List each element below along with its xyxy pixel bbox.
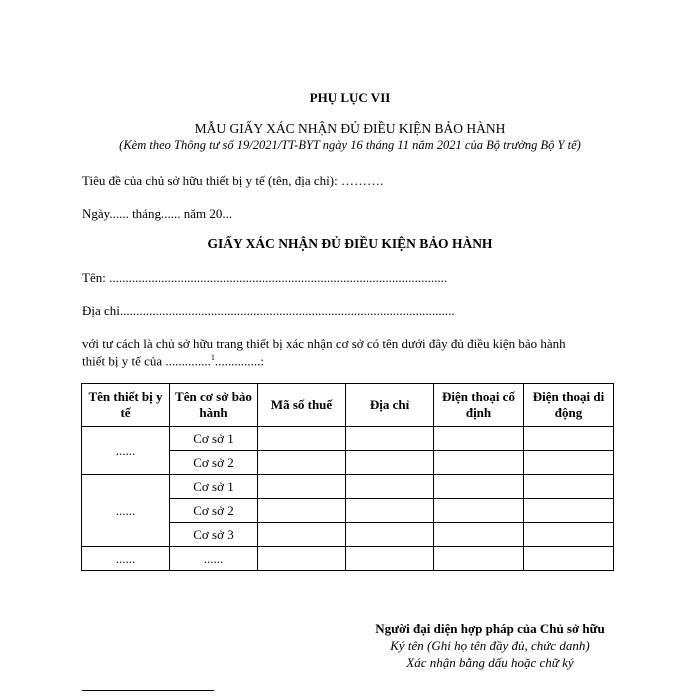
device-cell: ...... [82,427,170,475]
empty-cell [434,499,524,523]
empty-cell [434,523,524,547]
empty-cell [346,451,434,475]
legal-reference: (Kèm theo Thông tư số 19/2021/TT-BYT ngày 16 tháng 11 năm 2021 của Bộ trưởng Bộ Y tế) [119,138,581,152]
footnote-separator [82,690,214,691]
footnote-mark: 1 [210,353,215,362]
signatory-role: Người đại diện hợp pháp của Chủ sở hữu [375,621,605,636]
header-mobile: Điện thoại di động [524,384,614,427]
table-header-row [82,384,614,427]
empty-cell [524,523,614,547]
table-row [82,475,614,499]
facility-cell: Cơ sở 1 [170,427,258,451]
empty-cell [258,475,346,499]
certificate-title: GIẤY XÁC NHẬN ĐỦ ĐIỀU KIỆN BẢO HÀNH [207,236,493,251]
empty-cell [258,547,346,571]
empty-cell [258,451,346,475]
appendix-heading: PHỤ LỤC VII [309,90,391,105]
empty-cell [346,427,434,451]
header-landline: Điện thoại cố định [434,384,524,427]
empty-cell [434,475,524,499]
empty-cell [524,427,614,451]
empty-cell [346,547,434,571]
address-line: Địa chỉ....................................................................................................... [82,303,455,318]
empty-cell [434,547,524,571]
facility-cell: Cơ sở 2 [170,499,258,523]
signature-instruction-2: Xác nhận bằng dấu hoặc chữ ký [406,655,574,670]
statement-part-b: ..............: [214,353,265,369]
device-cell: ...... [82,547,170,571]
table-row [82,427,614,451]
table-row [82,547,614,571]
empty-cell [434,427,524,451]
empty-cell [434,451,524,475]
empty-cell [346,523,434,547]
owner-line: Tiêu đề của chủ sở hữu thiết bị y tế (tên, địa chỉ): ………. [82,173,384,188]
empty-cell [524,475,614,499]
facility-cell: Cơ sở 3 [170,523,258,547]
date-line: Ngày...... tháng...... năm 20... [82,206,233,221]
empty-cell [258,499,346,523]
facility-cell: ...... [170,547,258,571]
facility-cell: Cơ sở 2 [170,451,258,475]
facility-table [81,383,614,571]
statement-line-2 [82,353,264,369]
empty-cell [258,427,346,451]
statement-part-a: thiết bị y tế của .............. [82,353,211,369]
empty-cell [258,523,346,547]
empty-cell [346,475,434,499]
header-device-name: Tên thiết bị y tế [82,384,170,427]
facility-cell: Cơ sở 1 [170,475,258,499]
name-line: Tên: ........................................................................................................ [82,270,448,285]
statement-line-1: với tư cách là chủ sở hữu trang thiết bị xác nhận cơ sở có tên dưới đây đủ điều kiện bảo hành [82,336,566,351]
header-address: Địa chỉ [346,384,434,427]
empty-cell [346,499,434,523]
empty-cell [524,547,614,571]
form-title: MẪU GIẤY XÁC NHẬN ĐỦ ĐIỀU KIỆN BẢO HÀNH [194,121,506,136]
header-tax-code: Mã số thuế [258,384,346,427]
empty-cell [524,499,614,523]
device-cell: ...... [82,475,170,547]
empty-cell [524,451,614,475]
signature-instruction-1: Ký tên (Ghi họ tên đầy đủ, chức danh) [390,638,590,653]
header-facility-name: Tên cơ sở bảo hành [170,384,258,427]
